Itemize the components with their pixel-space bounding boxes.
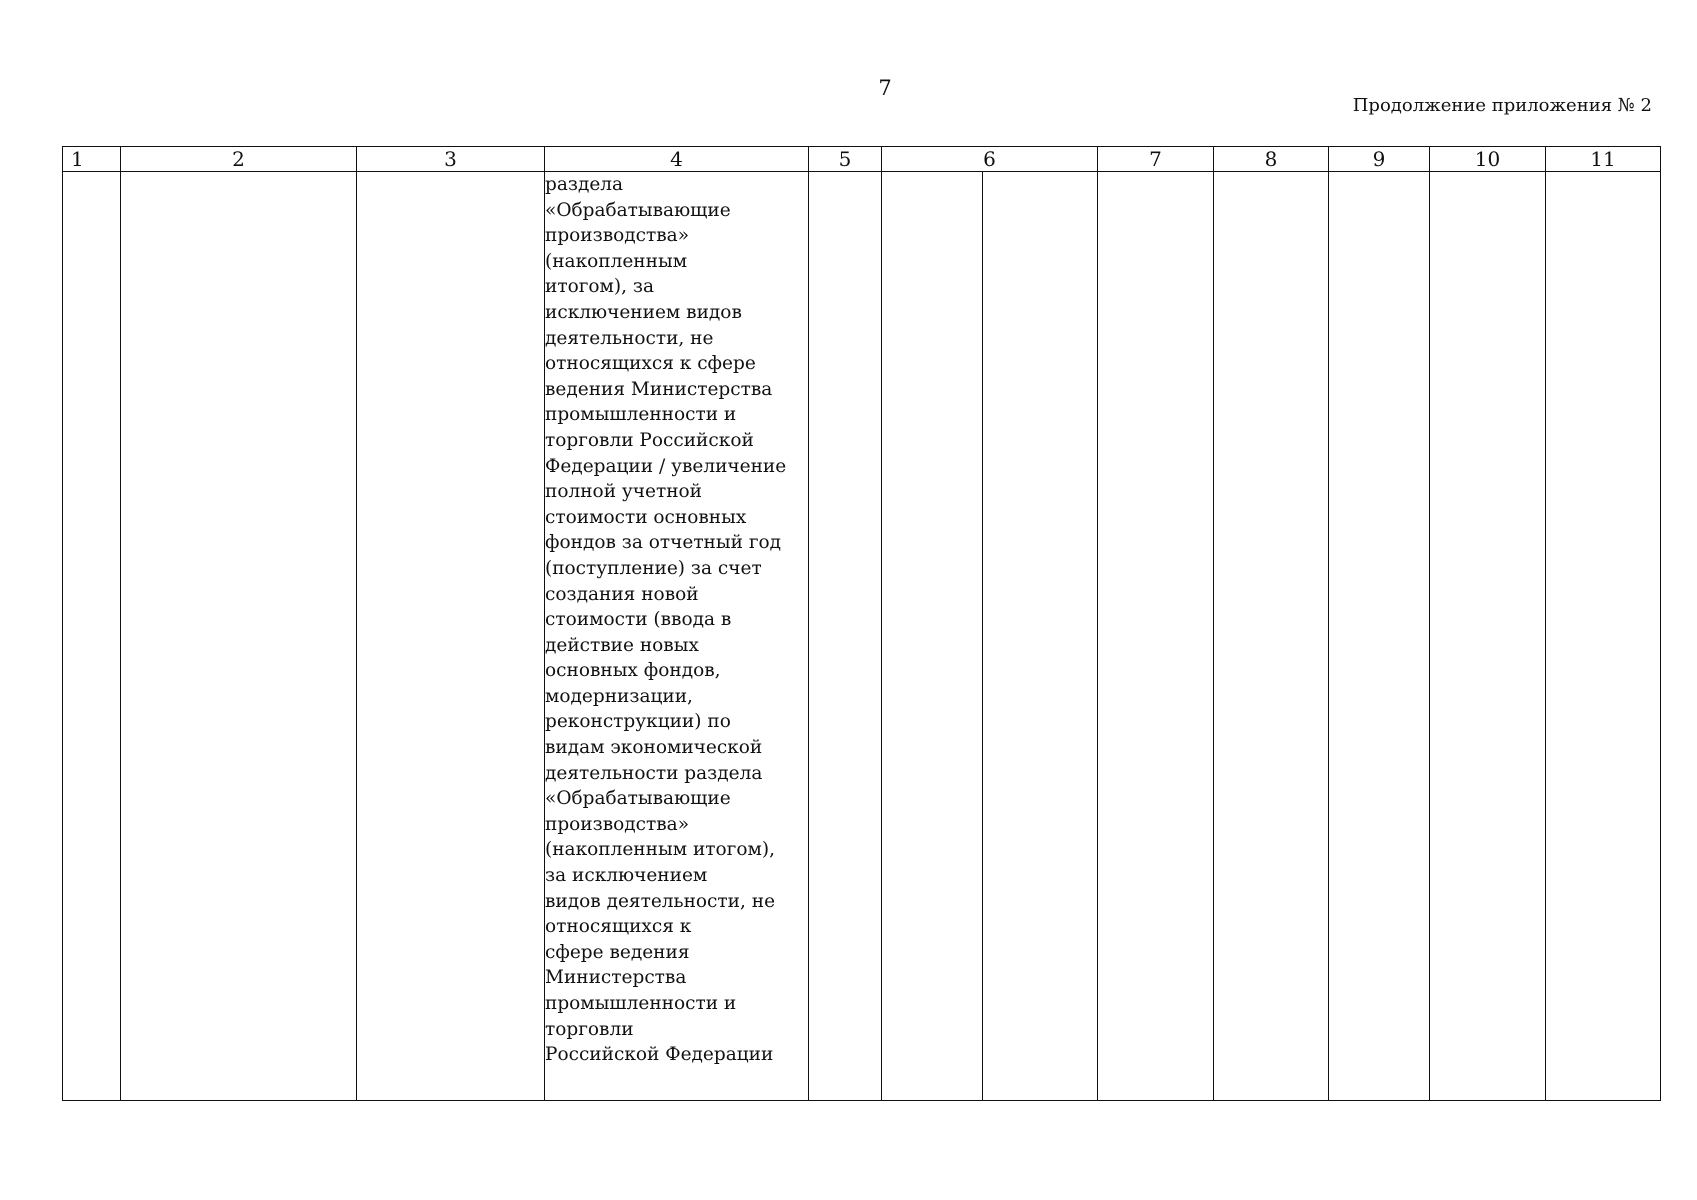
cell-col-11	[1546, 172, 1661, 1101]
cell-col-5	[809, 172, 882, 1101]
cell-text-line: Министерства	[545, 967, 687, 989]
cell-text-line: торговли Российской	[545, 429, 754, 451]
cell-text-line: относящихся к	[545, 916, 692, 938]
column-header-6: 6	[882, 147, 1098, 172]
cell-text-line: модернизации,	[545, 685, 693, 707]
cell-text-line: раздела	[545, 174, 624, 195]
cell-col-10	[1430, 172, 1546, 1101]
data-table	[62, 146, 1661, 1101]
column-header-8: 8	[1214, 147, 1329, 172]
cell-text-line: промышленности и	[545, 404, 737, 426]
cell-text-line: действие новых	[545, 634, 699, 656]
cell-text-line: производства»	[545, 813, 690, 835]
table-row	[63, 172, 1661, 1101]
cell-text-line: сфере ведения	[545, 941, 690, 963]
cell-text-line: создания новой	[545, 583, 699, 605]
cell-text-line: «Обрабатывающие	[545, 199, 731, 221]
column-header-2: 2	[121, 147, 357, 172]
cell-text-line: (накопленным	[545, 250, 688, 272]
cell-text-line: фондов за отчетный год	[545, 532, 782, 554]
cell-col-6a	[882, 172, 983, 1101]
cell-text-line: за исключением	[545, 865, 708, 887]
cell-text-line: итогом), за	[545, 276, 655, 298]
cell-text-line: ведения Министерства	[545, 378, 773, 400]
cell-text-line: Российской Федерации	[545, 1044, 774, 1066]
cell-col-3	[357, 172, 545, 1101]
cell-col-8	[1214, 172, 1329, 1101]
cell-text-line: относящихся к сфере	[545, 353, 756, 375]
page-number: 7	[878, 76, 892, 100]
column-header-4: 4	[545, 147, 809, 172]
cell-text-line: деятельности, не	[545, 327, 714, 349]
cell-col-4	[545, 172, 809, 1101]
cell-text-line: стоимости основных	[545, 506, 747, 528]
cell-col-6b	[983, 172, 1098, 1101]
cell-text-line: полной учетной	[545, 481, 702, 503]
cell-col-1	[63, 172, 121, 1101]
column-header-10: 10	[1430, 147, 1546, 172]
cell-text-line: основных фондов,	[545, 660, 721, 682]
cell-text-line: деятельности раздела	[545, 762, 763, 784]
cell-text-line: видов деятельности, не	[545, 890, 776, 912]
cell-text-line: (накопленным итогом),	[545, 839, 775, 861]
continuation-title: Продолжение приложения № 2	[1352, 95, 1652, 116]
cell-text-line: «Обрабатывающие	[545, 788, 731, 810]
cell-col-9	[1329, 172, 1430, 1101]
column-header-11: 11	[1546, 147, 1661, 172]
cell-text-line: торговли	[545, 1018, 634, 1040]
cell-text-line: промышленности и	[545, 993, 737, 1014]
column-header-5: 5	[809, 147, 882, 172]
cell-text-line: (поступление) за счет	[545, 557, 762, 579]
cell-col-2	[121, 172, 357, 1101]
cell-text-line: видам экономической	[545, 737, 763, 759]
cell-text-line: стоимости (ввода в	[545, 609, 732, 631]
cell-text-line: исключением видов	[545, 301, 742, 323]
cell-text-line: Федерации / увеличение	[545, 455, 787, 477]
column-header-9: 9	[1329, 147, 1430, 172]
cell-col-7	[1098, 172, 1214, 1101]
column-header-3: 3	[357, 147, 545, 172]
column-header-1: 1	[63, 147, 121, 172]
cell-text-line: производства»	[545, 225, 690, 247]
column-header-7: 7	[1098, 147, 1214, 172]
column-number-row	[63, 147, 1661, 172]
cell-text-line: реконструкции) по	[545, 711, 731, 733]
